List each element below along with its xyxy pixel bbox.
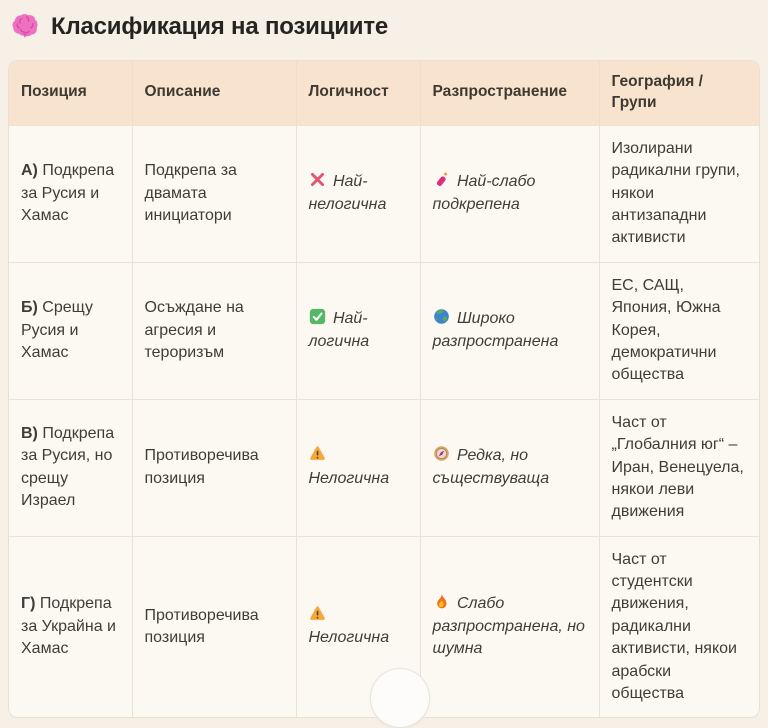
- firecracker-icon: [433, 171, 450, 188]
- check-mark-icon: [309, 308, 326, 325]
- warning-icon: [309, 445, 326, 462]
- description-cell: Подкрепа за двамата инициатори: [132, 125, 296, 262]
- position-label: В): [21, 424, 38, 442]
- geography-cell: Изолирани радикални групи, някои антизападни активисти: [599, 125, 759, 262]
- column-header-position: Позиция: [9, 61, 132, 125]
- compass-icon: [433, 445, 450, 462]
- spread-cell: [420, 262, 599, 399]
- position-cell: [9, 262, 132, 399]
- logic-cell: [296, 399, 420, 536]
- spread-cell: [420, 536, 599, 717]
- column-header-logic: Логичност: [296, 61, 420, 125]
- position-cell: [9, 125, 132, 262]
- logic-text: Нелогична: [308, 469, 390, 487]
- position-label: Г): [21, 595, 36, 613]
- spread-cell: [420, 399, 599, 536]
- logic-text: Най-нелогична: [308, 173, 387, 213]
- description-cell: Противоречива позиция: [132, 399, 296, 536]
- brain-icon: [10, 12, 40, 42]
- column-header-geography: География / Групи: [599, 61, 759, 125]
- page-header: [0, 0, 768, 46]
- table-row: [9, 262, 759, 399]
- geography-cell: Част от „Глобалния юг“ – Иран, Венецуела, някои леви движения: [599, 399, 759, 536]
- fire-icon: [433, 593, 450, 610]
- position-text: Подкрепа за Украйна и Хамас: [21, 595, 116, 658]
- table-row: [9, 399, 759, 536]
- logic-text: Нелогична: [308, 629, 390, 647]
- position-label: Б): [21, 299, 38, 317]
- spread-text: Широко разпространена: [432, 310, 559, 350]
- description-cell: Противоречива позиция: [132, 536, 296, 717]
- position-text: Подкрепа за Русия и Хамас: [21, 162, 115, 225]
- position-cell: [9, 536, 132, 717]
- page-title: Класификация на позициите: [51, 12, 389, 40]
- warning-icon: [309, 605, 326, 622]
- cross-mark-icon: [309, 171, 326, 188]
- spread-text: Най-слабо подкрепена: [432, 173, 536, 213]
- position-cell: [9, 399, 132, 536]
- logic-cell: [296, 262, 420, 399]
- spread-cell: [420, 125, 599, 262]
- table-row: [9, 125, 759, 262]
- description-cell: Осъждане на агресия и тероризъм: [132, 262, 296, 399]
- logic-text: Най-логична: [308, 310, 370, 350]
- globe-icon: [433, 308, 450, 325]
- spread-text: Слабо разпространена, но шумна: [432, 595, 585, 658]
- scroll-down-button[interactable]: [370, 668, 430, 728]
- logic-cell: [296, 125, 420, 262]
- column-header-description: Описание: [132, 61, 296, 125]
- table-header-row: [9, 61, 759, 125]
- position-text: Срещу Русия и Хамас: [21, 299, 93, 361]
- position-text: Подкрепа за Русия, но срещу Израел: [21, 424, 115, 510]
- classification-table: [8, 60, 760, 718]
- column-header-spread: Разпространение: [420, 61, 599, 125]
- position-label: А): [21, 162, 38, 180]
- geography-cell: Част от студентски движения, радикални активисти, някои арабски общества: [599, 536, 759, 717]
- spread-text: Редка, но съществуваща: [432, 447, 550, 487]
- geography-cell: ЕС, САЩ, Япония, Южна Корея, демократични общества: [599, 262, 759, 399]
